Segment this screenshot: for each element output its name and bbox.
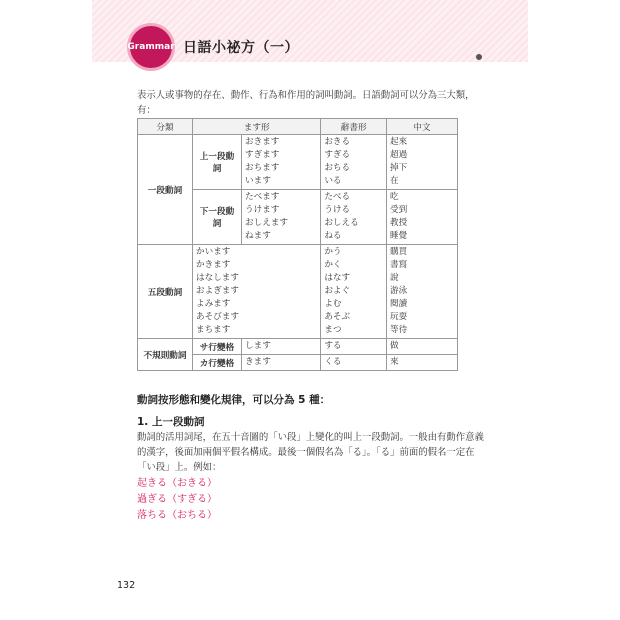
cell-dict: かう かく はなす およぐ よむ あそぶ まつ: [321, 245, 387, 339]
col-header-masu: ます形: [193, 119, 321, 135]
subgroup-kami-ichidan: 上一段動詞: [193, 135, 242, 190]
example-list: [137, 476, 217, 524]
cell-masu: たべます うけます おしえます ねます: [242, 190, 321, 245]
intro-paragraph: 表示人或事物的存在、動作、行為和作用的詞叫動詞。日語動詞可以分為三大類，有：: [137, 90, 475, 116]
subgroup-shimo-ichidan: 下一段動詞: [193, 190, 242, 245]
cell-chinese: 來: [387, 355, 458, 371]
group-godan: 五段動詞: [138, 245, 193, 339]
cell-masu: かいます かきます はなします およぎます よみます あそびます まちます: [193, 245, 321, 339]
page-number: 132: [117, 580, 136, 591]
group-irregular: 不規則動詞: [138, 339, 193, 371]
cell-masu: します: [242, 339, 321, 355]
cell-dict: くる: [321, 355, 387, 371]
col-header-chinese: 中文: [387, 119, 458, 135]
group-ichidan: 一段動詞: [138, 135, 193, 245]
page-title: 日語小祕方（一）: [183, 40, 299, 56]
example-item: 過ぎる（すぎる）: [137, 494, 217, 505]
table-header-row: [138, 119, 458, 135]
verb-table: [137, 118, 458, 371]
cell-dict: おきる すぎる おちる いる: [321, 135, 387, 190]
example-item: 起きる（おきる）: [137, 478, 217, 489]
cell-masu: きます: [242, 355, 321, 371]
cell-chinese: 起來 超過 掉下 在: [387, 135, 458, 190]
cell-dict: する: [321, 339, 387, 355]
example-item: 落ちる（おちる）: [137, 510, 217, 521]
col-header-category: 分類: [138, 119, 193, 135]
cell-chinese: 吃 受到 教授 睡覺: [387, 190, 458, 245]
section-heading: 動詞按形態和變化規律，可以分為 5 種：: [137, 394, 331, 406]
body-paragraph: 動詞的活用詞尾，在五十音圖的「い段」上變化的叫上一段動詞。一般由有動作意義的漢字，後面加兩個平假名構成。最後一個假名為「る」。「る」前面的假名一定在「い段」上。例如：: [137, 432, 484, 473]
subgroup-sa-hen: サ行變格: [193, 339, 242, 355]
subgroup-ka-hen: カ行變格: [193, 355, 242, 371]
cell-dict: たべる うける おしえる ねる: [321, 190, 387, 245]
cell-masu: おきます すぎます おちます います: [242, 135, 321, 190]
cell-chinese: 做: [387, 339, 458, 355]
bullet-dot-icon: [476, 54, 482, 60]
cell-chinese: 購買 書寫 說 游泳 閱讀 玩耍 等待: [387, 245, 458, 339]
table-row: [138, 135, 458, 190]
subsection-heading: 1. 上一段動詞: [137, 416, 205, 428]
table-row: [138, 245, 458, 339]
col-header-dict: 辭書形: [321, 119, 387, 135]
grammar-badge: Grammar: [127, 23, 175, 71]
table-row: [138, 339, 458, 355]
